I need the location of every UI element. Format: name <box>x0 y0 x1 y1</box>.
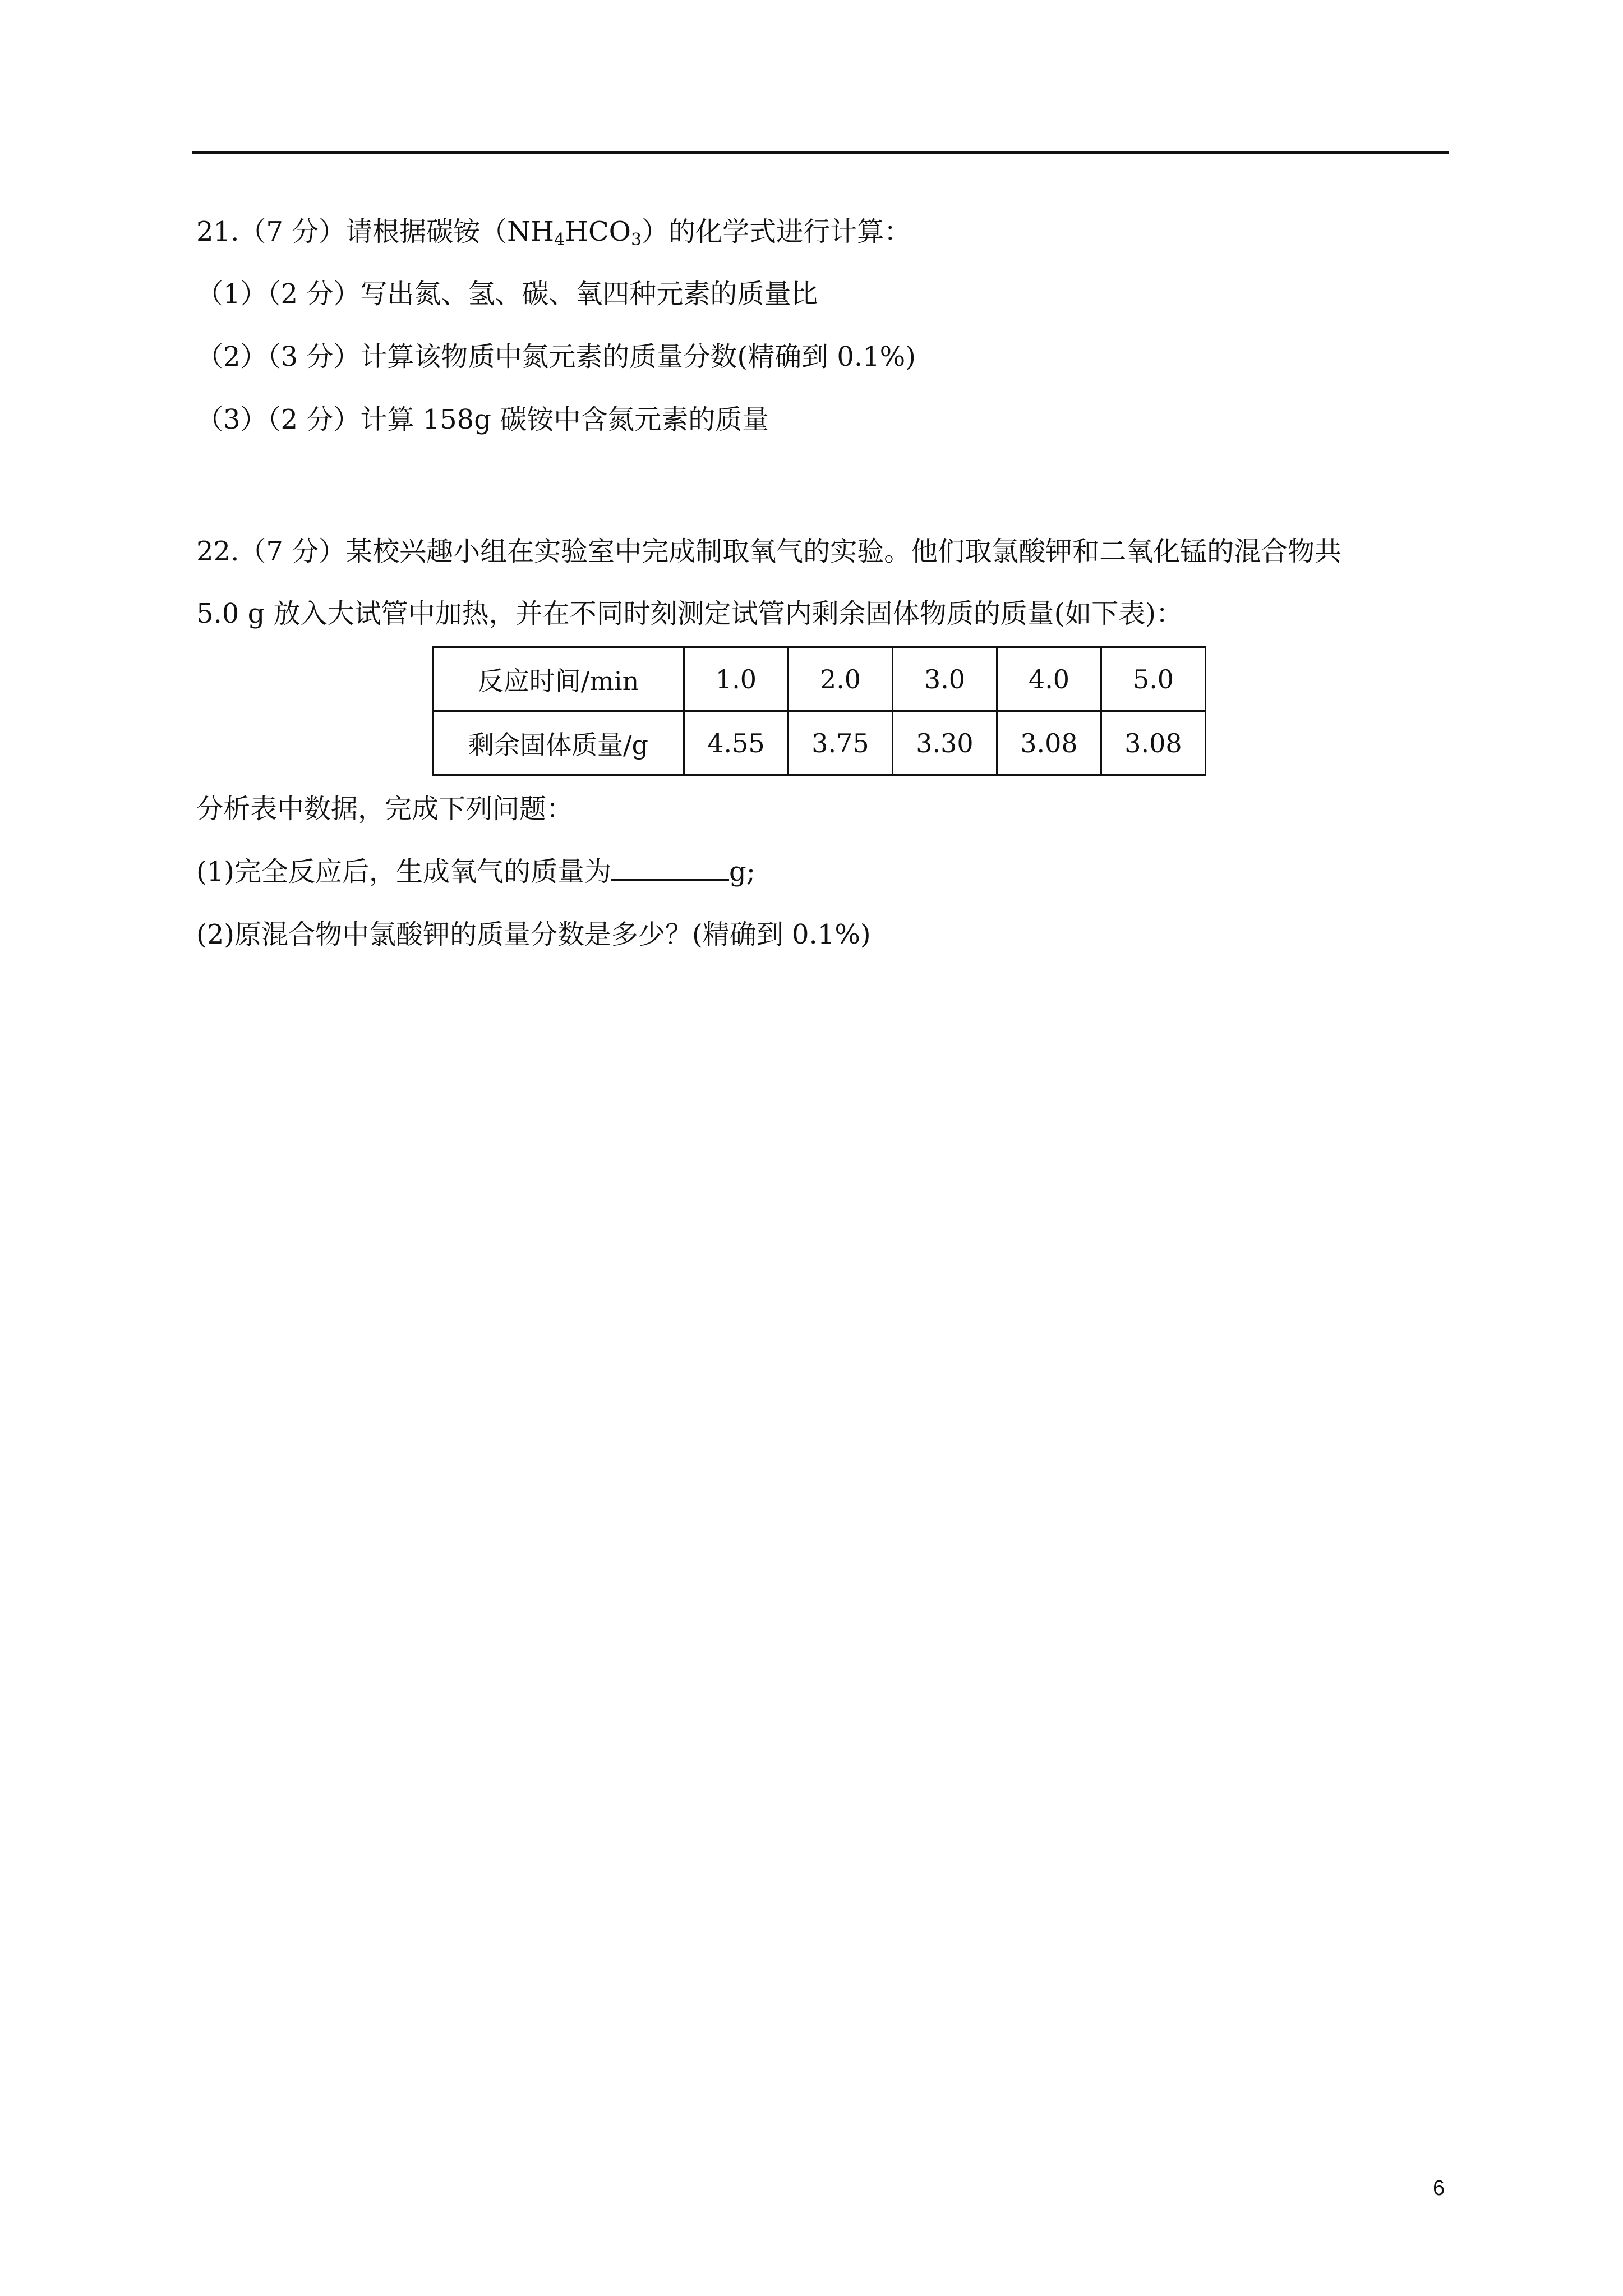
table-cell-mass-1: 4.55 <box>684 711 789 775</box>
table-cell-mass-3: 3.30 <box>893 711 997 775</box>
table-cell-time-3: 3.0 <box>893 647 997 711</box>
table-cell-time-1: 1.0 <box>684 647 789 711</box>
q21-title-sub1: 4 <box>554 230 565 250</box>
q22-sub1-pre: (1)完全反应后，生成氧气的质量为 <box>196 856 611 887</box>
header-rule <box>192 151 1449 154</box>
table-cell-time-4: 4.0 <box>997 647 1101 711</box>
table-cell-mass-5: 3.08 <box>1101 711 1206 775</box>
q21-title-post: ）的化学式进行计算： <box>642 216 911 247</box>
q21-title-mid: HCO <box>565 216 631 247</box>
q21-title-pre: 21.（7 分）请根据碳铵（NH <box>196 216 554 247</box>
q21-title <box>196 215 911 257</box>
q22-analysis-intro: 分析表中数据，完成下列问题： <box>196 793 574 825</box>
table-header-time: 反应时间/min <box>433 647 684 711</box>
q22-sub2: (2)原混合物中氯酸钾的质量分数是多少？(精确到 0.1%) <box>196 919 871 950</box>
table-row-mass <box>433 711 1206 775</box>
table-cell-mass-2: 3.75 <box>789 711 893 775</box>
table-header-mass: 剩余固体质量/g <box>433 711 684 775</box>
q21-part2: （2）（3 分）计算该物质中氮元素的质量分数(精确到 0.1%) <box>196 341 916 372</box>
table-row-time <box>433 647 1206 711</box>
q22-sub1-post: g; <box>729 856 755 887</box>
q22-title-line1: 22.（7 分）某校兴趣小组在实验室中完成制取氧气的实验。他们取氯酸钾和二氧化锰的混合物共 <box>196 536 1342 567</box>
table-cell-time-2: 2.0 <box>789 647 893 711</box>
page-number: 6 <box>1433 2177 1445 2200</box>
table-cell-time-5: 5.0 <box>1101 647 1206 711</box>
q21-part3: （3）（2 分）计算 158g 碳铵中含氮元素的质量 <box>196 404 769 435</box>
table-cell-mass-4: 3.08 <box>997 711 1101 775</box>
q22-sub1 <box>196 855 755 889</box>
q21-part1: （1）（2 分）写出氮、氢、碳、氧四种元素的质量比 <box>196 278 818 310</box>
q22-title-line2: 5.0 g 放入大试管中加热，并在不同时刻测定试管内剩余固体物质的质量(如下表)： <box>196 598 1183 629</box>
answer-blank <box>611 857 729 881</box>
reaction-data-table <box>432 646 1206 776</box>
q21-title-sub2: 3 <box>631 230 642 250</box>
